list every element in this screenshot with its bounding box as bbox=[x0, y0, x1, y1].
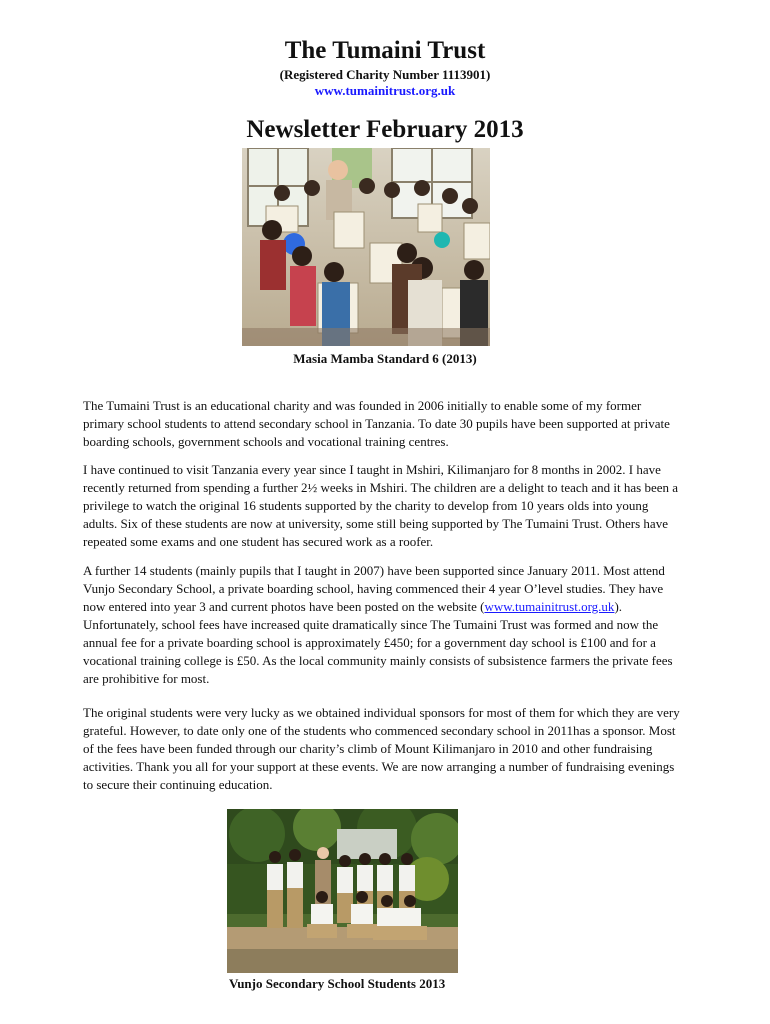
paragraph-3 bbox=[83, 562, 683, 688]
registration-number: (Registered Charity Number 1113901) bbox=[279, 67, 491, 82]
website-link[interactable]: www.tumainitrust.org.uk bbox=[314, 83, 456, 98]
photo-caption-bottom: Vunjo Secondary School Students 2013 bbox=[229, 976, 446, 991]
trust-title: The Tumaini Trust bbox=[284, 37, 486, 64]
paragraph-4: The original students were very lucky as we obtained individual sponsors for most of them for which they are very grateful. However, to date only one of the students who commenced secondary school in 2011has a sponsor. Most of the fees have been funded through our charity’s climb of Mount Kilimanjaro in 2010 and other fundraising activities. Thank you all for your support at these events. We are now arranging a number of fundraising evenings to secure their continuing education. bbox=[83, 705, 680, 792]
paragraph-3-text-b: ). Unfortunately, school fees have increased quite dramatically since The Tumaini Trust was formed and now the annual fee for a private boarding school is approximately £450; for a government day school is £100 and for a vocational training college is £50. As the local community mainly consists of subsistence farmers the private fees are prohibitive for most. bbox=[83, 599, 673, 686]
newsletter-headline: Newsletter February 2013 bbox=[246, 116, 524, 143]
paragraph-3-text-a: A further 14 students (mainly pupils that I taught in 2007) have been supported since January 2011. Most attend Vunjo Secondary School, a private boarding school, having commenced their 4 year O’level studies. They have now entered into year 3 and current photos have been posted on the website ( bbox=[83, 563, 665, 614]
photo-caption-top: Masia Mamba Standard 6 (2013) bbox=[293, 351, 477, 366]
paragraph-2: I have continued to visit Tanzania every year since I taught in Mshiri, Kilimanjaro for 8 months in 2002. I have recently returned from spending a further 2½ weeks in Mshiri. The children are a delight to teach and it has been a privilege to watch the original 16 students supported by the charity to develop from 10 years olds into young adults. Six of these students are now at university, some still being supported by The Tumaini Trust. Others have repeated some exams and one student has secured work as a roofer. bbox=[83, 462, 679, 549]
paragraph-1: The Tumaini Trust is an educational charity and was founded in 2006 initially to enable some of my former primary school students to attend secondary school in Tanzania. To date 30 pupils have been supported at private boarding schools, government schools and vocational training centres. bbox=[83, 398, 670, 449]
classroom-photo bbox=[242, 148, 490, 346]
paragraph-3-website-link[interactable]: www.tumainitrust.org.uk bbox=[484, 599, 615, 614]
school-students-photo bbox=[227, 809, 458, 973]
